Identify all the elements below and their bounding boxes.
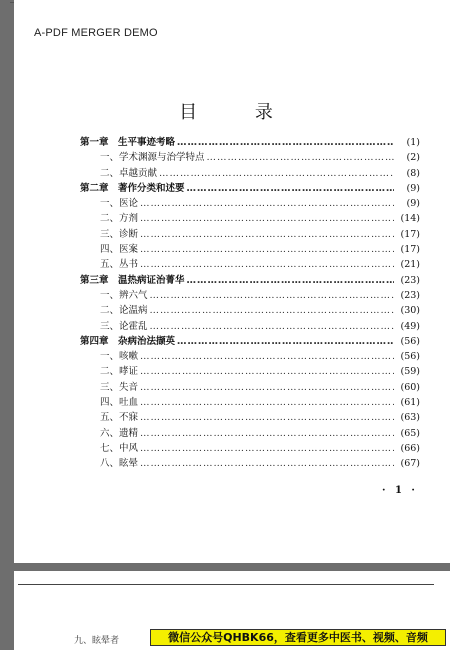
dot-leader — [140, 410, 394, 425]
toc-entry-page: (65) — [400, 427, 420, 439]
pdf-page-1 — [14, 0, 450, 563]
toc-entry-page: (59) — [400, 366, 420, 378]
toc-entry-page: (9) — [406, 182, 420, 194]
promo-banner: 微信公众号QHBK66，查看更多中医书、视频、音频 — [150, 629, 446, 646]
toc-item-row[interactable] — [80, 227, 420, 242]
dot-leader — [187, 181, 394, 196]
dot-leader — [140, 426, 394, 441]
dot-leader — [140, 364, 394, 379]
toc-item-row[interactable] — [80, 288, 420, 303]
toc-entry-label: 第三章 温热病证治菁华 — [80, 274, 185, 286]
toc-item-row[interactable] — [80, 150, 420, 165]
dot-leader — [187, 273, 394, 288]
toc-entry-label: 三、诊断 — [100, 228, 139, 240]
dot-leader — [140, 211, 394, 226]
toc-entry-label: 一、医论 — [100, 198, 139, 210]
toc-item-row[interactable] — [80, 426, 420, 441]
toc-entry-label: 第二章 著作分类和述要 — [80, 182, 185, 194]
toc-item-row[interactable] — [80, 395, 420, 410]
dot-leader — [140, 349, 394, 364]
toc-item-row[interactable] — [80, 456, 420, 471]
toc-entry-label: 第一章 生平事迹考略 — [80, 137, 176, 148]
dot-leader — [150, 303, 394, 318]
toc-entry-label: 八、眩晕 — [100, 458, 139, 470]
toc-entry-page: (56) — [400, 351, 420, 363]
toc-item-row[interactable] — [80, 410, 420, 425]
toc-item-row[interactable] — [80, 242, 420, 257]
toc-item-row[interactable] — [80, 196, 420, 211]
toc-entry-label: 第四章 杂病治法撷英 — [80, 335, 176, 347]
toc-entry-label: 五、丛书 — [100, 259, 139, 271]
toc-item-row[interactable] — [80, 364, 420, 379]
toc-entry-label: 二、论温病 — [100, 305, 148, 317]
toc-entry-page: (67) — [400, 458, 420, 470]
toc-entry-page: (23) — [400, 289, 420, 301]
dot-leader — [150, 288, 394, 303]
toc-entry-label: 三、失音 — [100, 381, 139, 393]
dot-leader — [140, 380, 394, 395]
toc-entry-label: 一、辨六气 — [100, 289, 148, 301]
toc-entry-page: (17) — [400, 244, 420, 256]
dot-leader — [140, 257, 394, 272]
dot-leader — [159, 166, 394, 181]
dot-leader — [140, 395, 394, 410]
toc-entry-page: (30) — [400, 305, 420, 317]
toc-entry-page: (49) — [400, 320, 420, 332]
toc-chapter-row[interactable] — [80, 181, 420, 196]
toc-entry-page: (23) — [400, 274, 420, 286]
dot-leader — [177, 334, 394, 349]
dot-leader — [150, 319, 394, 334]
toc-entry-label: 七、中风 — [100, 442, 139, 454]
page-number: · 1 · — [382, 485, 418, 496]
toc-entry-label: 四、医案 — [100, 244, 139, 256]
dot-leader — [207, 150, 394, 165]
dot-leader — [140, 227, 394, 242]
toc-chapter-row[interactable] — [80, 334, 420, 349]
toc-entry-label: 一、咳嗽 — [100, 351, 139, 363]
toc-item-row[interactable] — [80, 257, 420, 272]
toc-entry-label: 三、论霍乱 — [100, 320, 148, 332]
toc-entry-page: (56) — [400, 335, 420, 347]
toc-item-row[interactable] — [80, 349, 420, 364]
toc-entry-label: 四、吐血 — [100, 397, 139, 409]
toc-chapter-row[interactable] — [80, 135, 420, 150]
header-rule — [18, 584, 434, 585]
table-of-contents — [80, 135, 420, 472]
toc-entry-label: 二、方剂 — [100, 213, 139, 225]
next-page-fragment: 九、眩晕者 — [74, 636, 120, 646]
toc-entry-page: (17) — [400, 228, 420, 240]
toc-chapter-row[interactable] — [80, 273, 420, 288]
toc-item-row[interactable] — [80, 380, 420, 395]
dot-leader — [177, 135, 394, 150]
toc-entry-page: (61) — [400, 397, 420, 409]
demo-watermark: A-PDF MERGER DEMO — [34, 27, 158, 39]
toc-item-row[interactable] — [80, 303, 420, 318]
toc-entry-page: (63) — [400, 412, 420, 424]
toc-entry-page: (60) — [400, 381, 420, 393]
page-gap — [14, 563, 450, 571]
dot-leader — [140, 196, 394, 211]
toc-title: 目 录 — [179, 102, 299, 123]
toc-entry-label: 六、遗精 — [100, 427, 139, 439]
toc-entry-page: (21) — [400, 259, 420, 271]
toc-entry-page: (14) — [400, 213, 420, 225]
toc-entry-page: (9) — [406, 198, 420, 210]
toc-entry-page: (66) — [400, 442, 420, 454]
dot-leader — [140, 441, 394, 456]
toc-entry-page: (8) — [406, 167, 420, 179]
dot-leader — [140, 456, 394, 471]
toc-entry-label: 二、哮证 — [100, 366, 139, 378]
toc-entry-label: 五、不寐 — [100, 412, 139, 424]
toc-item-row[interactable] — [80, 441, 420, 456]
toc-item-row[interactable] — [80, 319, 420, 334]
toc-item-row[interactable] — [80, 166, 420, 181]
toc-entry-page: (1) — [406, 137, 420, 148]
toc-entry-page: (2) — [406, 152, 420, 164]
toc-entry-label: 二、卓越贡献 — [100, 167, 158, 179]
dot-leader — [140, 242, 394, 257]
toc-entry-label: 一、学术渊源与治学特点 — [100, 152, 205, 164]
toc-item-row[interactable] — [80, 211, 420, 226]
